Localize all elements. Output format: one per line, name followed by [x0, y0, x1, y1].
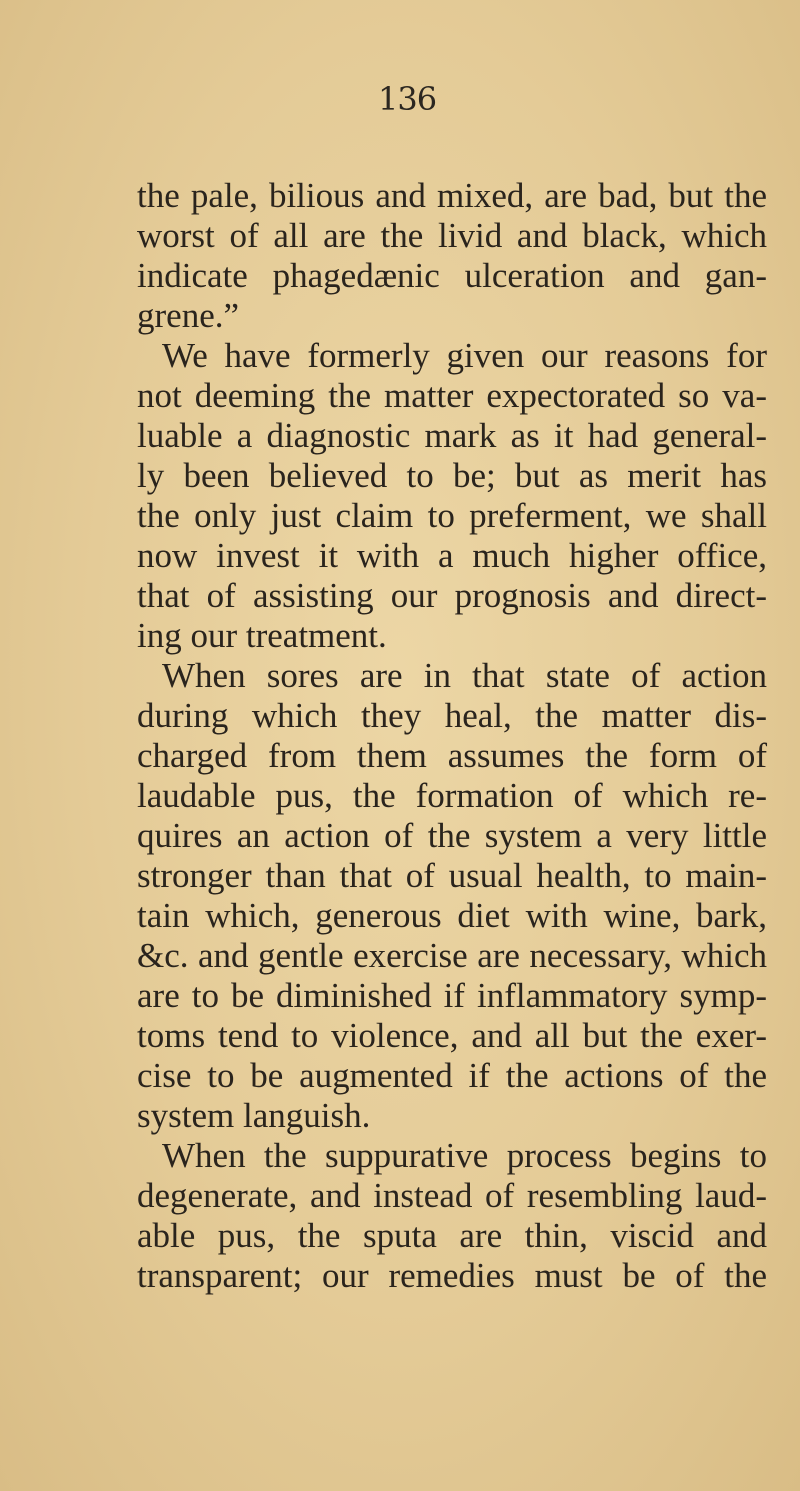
text-line: charged from them assumes the form of — [137, 736, 767, 775]
text-line: are to be diminished if inflammatory symp- — [137, 976, 767, 1015]
text-line: stronger than that of usual health, to main- — [137, 856, 767, 895]
text-line: grene.” — [137, 296, 240, 335]
text-line: quires an action of the system a very little — [137, 816, 767, 855]
text-line: transparent; our remedies must be of the — [137, 1256, 767, 1295]
text-line: worst of all are the livid and black, which — [137, 216, 767, 255]
paragraph-start: When the suppurative process begins to — [162, 1136, 767, 1175]
text-line: laudable pus, the formation of which re- — [137, 776, 767, 815]
page-number: 136 — [378, 80, 437, 118]
text-line: indicate phagedænic ulceration and gan- — [137, 256, 767, 295]
text-line: &c. and gentle exercise are necessary, which — [137, 936, 767, 975]
text-line: system languish. — [137, 1096, 371, 1135]
text-line: not deeming the matter expectorated so va- — [137, 376, 767, 415]
text-line: toms tend to violence, and all but the exer- — [137, 1016, 767, 1055]
text-line: ly been believed to be; but as merit has — [137, 456, 767, 495]
text-line: that of assisting our prognosis and direct- — [137, 576, 767, 615]
text-line: now invest it with a much higher office, — [137, 536, 767, 575]
text-line: able pus, the sputa are thin, viscid and — [137, 1216, 767, 1255]
text-line: ing our treatment. — [137, 616, 387, 655]
text-line: the only just claim to preferment, we shall — [137, 496, 767, 535]
paragraph-start: When sores are in that state of action — [162, 656, 767, 695]
text-line: cise to be augmented if the actions of the — [137, 1056, 767, 1095]
text-line: degenerate, and instead of resembling laud- — [137, 1176, 767, 1215]
paragraph-start: We have formerly given our reasons for — [162, 336, 767, 375]
text-line: tain which, generous diet with wine, bark, — [137, 896, 767, 935]
text-line: the pale, bilious and mixed, are bad, but the — [137, 176, 767, 215]
text-line: during which they heal, the matter dis- — [137, 696, 767, 735]
text-line: luable a diagnostic mark as it had general- — [137, 416, 767, 455]
